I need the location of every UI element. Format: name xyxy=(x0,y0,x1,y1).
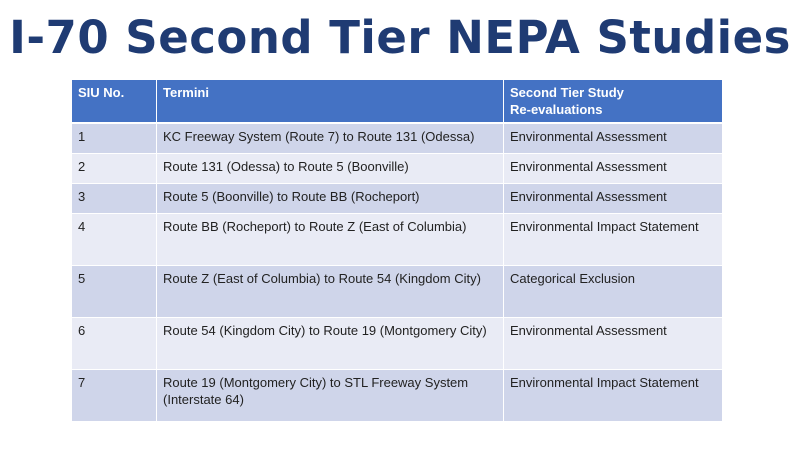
table-header-row xyxy=(72,80,723,124)
cell-termini: Route 131 (Odessa) to Route 5 (Boonville) xyxy=(157,153,504,183)
cell-termini: Route 19 (Montgomery City) to STL Freeway System (Interstate 64) xyxy=(157,369,504,421)
cell-termini: Route BB (Rocheport) to Route Z (East of Columbia) xyxy=(157,213,504,265)
cell-siu-no: 3 xyxy=(72,183,157,213)
cell-study: Environmental Impact Statement xyxy=(504,369,723,421)
cell-siu-no: 2 xyxy=(72,153,157,183)
table-row xyxy=(72,153,723,183)
header-termini: Termini xyxy=(157,80,504,124)
header-study-line2: Re-evaluations xyxy=(510,102,603,117)
header-study-line1: Second Tier Study xyxy=(510,85,624,100)
table-row xyxy=(72,213,723,265)
cell-study: Categorical Exclusion xyxy=(504,265,723,317)
table-row xyxy=(72,123,723,153)
cell-termini: Route 5 (Boonville) to Route BB (Rocheport) xyxy=(157,183,504,213)
table-row xyxy=(72,369,723,421)
cell-termini: Route 54 (Kingdom City) to Route 19 (Montgomery City) xyxy=(157,317,504,369)
cell-siu-no: 4 xyxy=(72,213,157,265)
header-second-tier-study xyxy=(504,80,723,124)
cell-study: Environmental Impact Statement xyxy=(504,213,723,265)
cell-termini: Route Z (East of Columbia) to Route 54 (Kingdom City) xyxy=(157,265,504,317)
cell-study: Environmental Assessment xyxy=(504,183,723,213)
header-siu-no: SIU No. xyxy=(72,80,157,124)
cell-termini: KC Freeway System (Route 7) to Route 131 (Odessa) xyxy=(157,123,504,153)
cell-siu-no: 6 xyxy=(72,317,157,369)
cell-study: Environmental Assessment xyxy=(504,317,723,369)
table-row xyxy=(72,317,723,369)
cell-study: Environmental Assessment xyxy=(504,123,723,153)
cell-siu-no: 1 xyxy=(72,123,157,153)
cell-study: Environmental Assessment xyxy=(504,153,723,183)
page-title: I-70 Second Tier NEPA Studies xyxy=(9,11,791,64)
table-row xyxy=(72,265,723,317)
cell-siu-no: 5 xyxy=(72,265,157,317)
siu-table xyxy=(71,79,723,422)
table-row xyxy=(72,183,723,213)
cell-siu-no: 7 xyxy=(72,369,157,421)
